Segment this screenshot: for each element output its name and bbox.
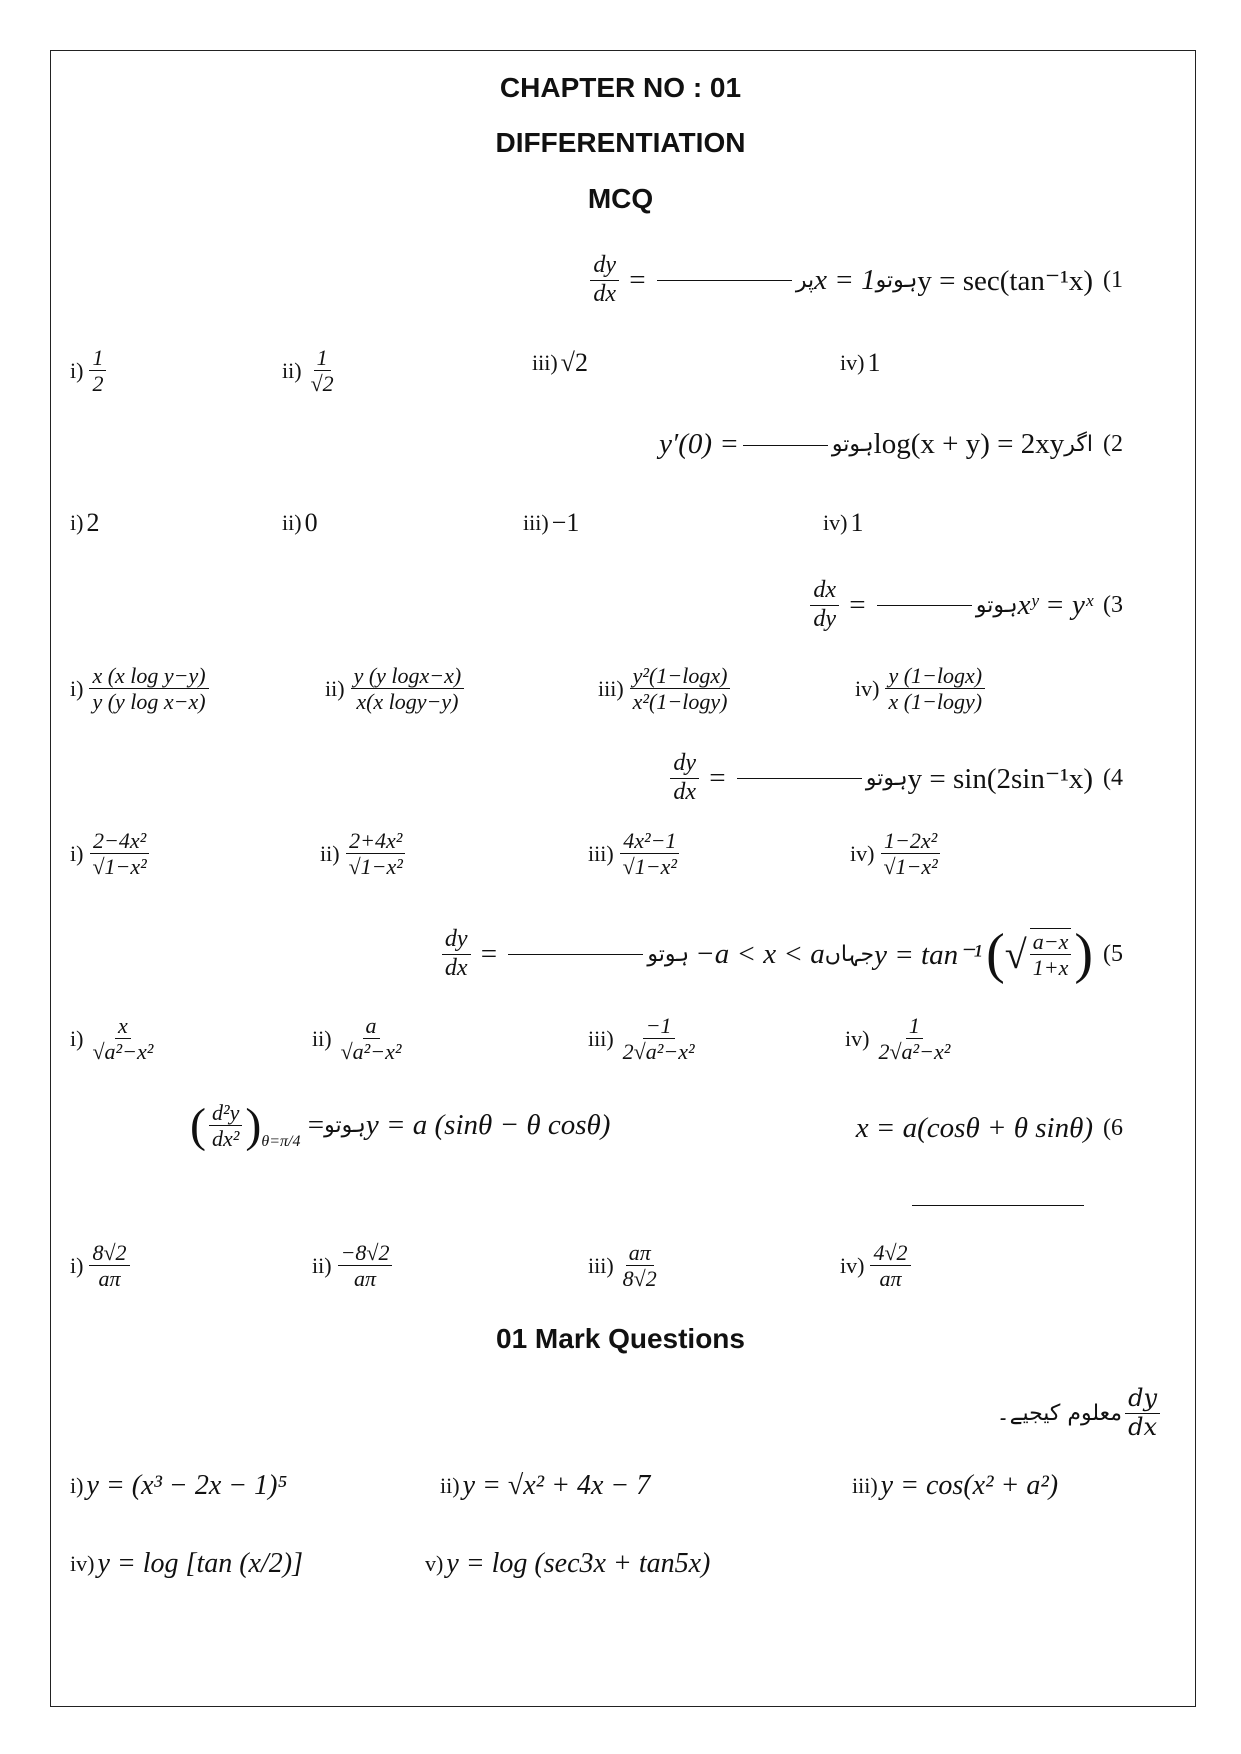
q6-subscript: θ=π/4 xyxy=(261,1133,301,1150)
q5-option-3: iii) $\frac{-1}{\text{2√a²−x²}}$ xyxy=(588,1013,695,1065)
q3-option-3: iii) $\frac{\text{y²(1−logx)}}{\text{x²(1−logy)}}$ xyxy=(598,663,733,715)
q5-answer-blank xyxy=(508,953,643,955)
q5-condition: −a < x < a xyxy=(695,937,825,970)
question-6-lhs: ( $\frac{\text{d²y}}{\text{dx²}}$ ) θ=π/4 = ہوتو y = a (sinθ − θ cosθ) xyxy=(190,1099,611,1152)
q6-urdu-then: ہوتو xyxy=(324,1113,366,1138)
q5-number: (5 xyxy=(1103,940,1123,967)
q1-option-2: ii) $\frac{1}{√2}$ xyxy=(282,345,334,397)
q1-number: (1 xyxy=(1103,266,1123,293)
q5-urdu-where: جہاں xyxy=(824,941,875,967)
q1-option-4: iv) 1 xyxy=(840,348,881,377)
question-4: $\frac{dy}{dx}$ = ہوتو y = sin(2sin⁻¹x) (4 xyxy=(667,750,1123,806)
q3-option-2: ii) $\frac{\text{y (y logx−x)}}{\text{x(x logy−y)}}$ xyxy=(325,663,467,715)
q2-number: (2 xyxy=(1103,431,1123,457)
q1-option-1: i) $\frac{1}{2}$ xyxy=(70,345,109,397)
one-mark-item-1: i) y = (x³ − 2x − 1)⁵ xyxy=(70,1470,288,1501)
q2-option-1: i) 2 xyxy=(70,508,100,537)
q2-urdu-then: ہوتو xyxy=(831,432,874,457)
q5-stem: y = tan⁻¹ xyxy=(874,938,983,971)
one-mark-item-3: iii) y = cos(x² + a²) xyxy=(852,1470,1059,1501)
q1-option-3: iii) √2 xyxy=(532,348,588,377)
question-3: $\frac{dx}{dy}$ = ہوتو xʸ = yˣ (3 xyxy=(807,577,1123,633)
q3-answer-blank xyxy=(877,604,972,606)
q1-stem: y = sec(tan⁻¹x) xyxy=(917,264,1093,297)
one-mark-item-5: v) y = log (sec3x + tan5x) xyxy=(425,1548,711,1579)
q6-option-3: iii) $\frac{a\pi}{8√2}$ xyxy=(588,1240,657,1292)
q2-option-2: ii) 0 xyxy=(282,508,318,537)
q3-urdu-then: ہوتو xyxy=(975,592,1018,618)
q4-number: (4 xyxy=(1103,764,1123,791)
q4-option-2: ii) $\frac{\text{2+4x²}}{\text{√1−x²}}$ xyxy=(320,828,409,880)
q2-answer-blank xyxy=(743,444,828,446)
q1-answer-blank xyxy=(657,279,792,281)
question-6-rhs xyxy=(856,1112,1123,1145)
one-mark-instruction xyxy=(997,1385,1163,1441)
topic-heading: DIFFERENTIATION xyxy=(495,127,746,158)
q2-lhs: y′(0) = xyxy=(659,428,739,460)
q4-option-1: i) $\frac{\text{2−4x²}}{\text{√1−x²}}$ xyxy=(70,828,153,880)
q6-stem-x: x = a(cosθ + θ sinθ) xyxy=(855,1112,1093,1144)
q4-option-4: iv) $\frac{\text{1−2x²}}{\text{√1−x²}}$ xyxy=(850,828,944,880)
q6-option-2: ii) $\frac{-8√2}{a\pi}$ xyxy=(312,1240,395,1292)
q2-option-3: iii) −1 xyxy=(523,508,580,537)
q6-open-paren: ( xyxy=(190,1099,206,1152)
question-5: $\frac{dy}{dx}$ = ہوتو −a < x < a جہاں y = tan⁻¹ ( √ $\frac{a-x}{1+x}$ ) (5 xyxy=(439,922,1123,986)
q5-urdu-then: ہوتو xyxy=(647,941,690,967)
instruction-urdu: معلوم کیجیے۔ xyxy=(996,1400,1123,1426)
q3-number: (3 xyxy=(1103,591,1123,618)
q3-stem: xʸ = yˣ xyxy=(1017,588,1093,621)
q4-stem: y = sin(2sin⁻¹x) xyxy=(907,762,1093,795)
q5-option-2: ii) $\frac{a}{\text{√a²−x²}}$ xyxy=(312,1013,402,1065)
q1-lhs-fraction: $\frac{dy}{dx}$ xyxy=(590,252,619,308)
q6-close-paren: ) xyxy=(245,1099,262,1152)
q6-option-4: iv) $\frac{4√2}{a\pi}$ xyxy=(840,1240,914,1292)
one-mark-heading: 01 Mark Questions xyxy=(496,1323,745,1354)
q5-option-1: i) $\frac{x}{\text{√a²−x²}}$ xyxy=(70,1013,154,1065)
q2-option-4: iv) 1 xyxy=(823,508,864,537)
q1-urdu-then: ہوتو xyxy=(875,267,918,293)
question-1: $\frac{dy}{dx}$ = پر x = 1 ہوتو y = sec(tan⁻¹x) (1 xyxy=(587,252,1123,308)
q4-urdu-then: ہوتو xyxy=(865,765,908,791)
q5-root-fraction: $\frac{a-x}{1+x}$ xyxy=(1030,928,1072,981)
q5-root-sign: √ xyxy=(1004,931,1027,977)
q5-lhs-fraction: $\frac{dy}{dx}$ xyxy=(442,926,471,982)
q1-urdu-at: پر xyxy=(795,267,815,293)
q6-stem-y: y = a (sinθ − θ cosθ) xyxy=(365,1109,611,1141)
q1-condition: x = 1 xyxy=(814,263,876,296)
q6-number: (6 xyxy=(1103,1115,1123,1141)
chapter-heading: CHAPTER NO : 01 xyxy=(499,72,742,103)
q4-option-3: iii) $\frac{\text{4x²−1}}{\text{√1−x²}}$ xyxy=(588,828,683,880)
q4-answer-blank xyxy=(737,777,862,779)
q2-stem: log(x + y) = 2xy xyxy=(873,428,1065,460)
q3-option-4: iv) $\frac{y (1-\log x)}{x (1-\log y)}$ xyxy=(855,663,988,715)
q3-option-1: i) $\frac{\text{x (x log y−y)}}{\text{y (y log x−x)}}$ xyxy=(70,663,212,715)
q4-lhs-fraction: $\frac{dy}{dx}$ xyxy=(670,750,699,806)
question-2 xyxy=(659,428,1123,461)
q3-lhs-fraction: $\frac{dx}{dy}$ xyxy=(810,577,839,633)
q5-option-4: iv) $\frac{1}{\text{2√a²−x²}}$ xyxy=(845,1013,951,1065)
q6-answer-blank xyxy=(912,1205,1084,1206)
q6-lhs-fraction: $\frac{\text{d²y}}{\text{dx²}}$ xyxy=(209,1100,242,1152)
instruction-fraction: $\frac{dy}{dx}$ xyxy=(1125,1385,1160,1441)
mcq-heading: MCQ xyxy=(587,183,654,214)
one-mark-item-2: ii) y = √x² + 4x − 7 xyxy=(440,1470,651,1501)
one-mark-item-4: iv) y = log [tan (x/2)] xyxy=(70,1548,303,1579)
q2-urdu-if: اگر xyxy=(1064,432,1093,457)
q5-close-paren: ) xyxy=(1074,923,1093,985)
q5-open-paren: ( xyxy=(986,923,1005,985)
q6-option-1: i) $\frac{8√2}{a\pi}$ xyxy=(70,1240,133,1292)
